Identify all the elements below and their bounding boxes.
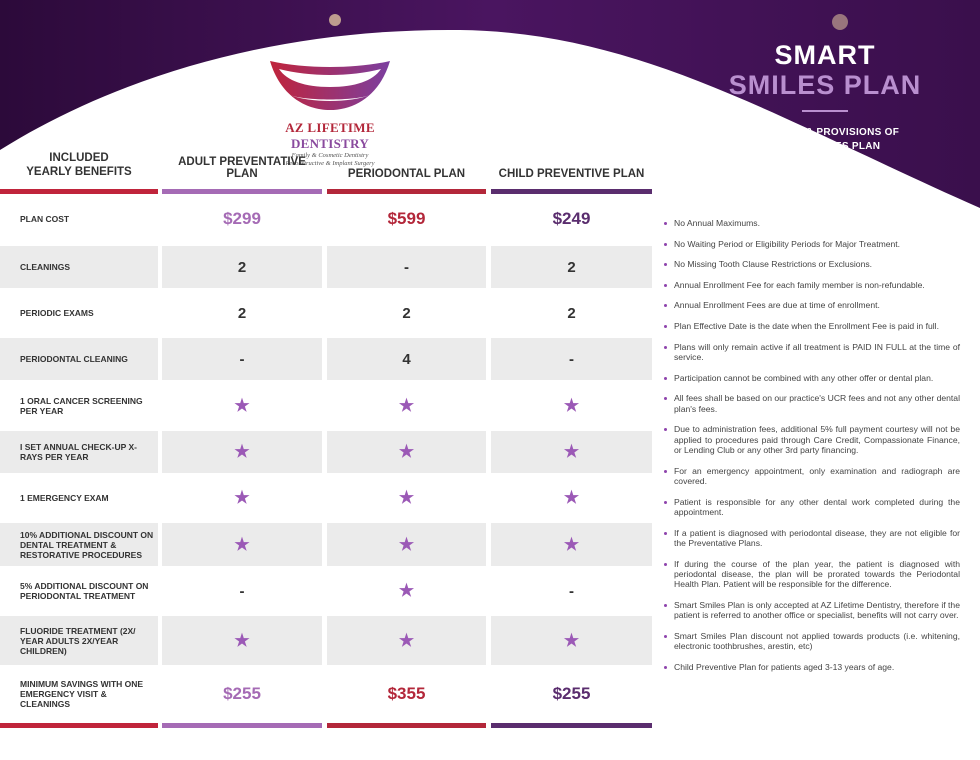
- provision-item: No Missing Tooth Clause Restrictions or Exclusions.: [664, 259, 960, 269]
- star-icon: ★: [398, 395, 415, 415]
- row-label: 5% ADDITIONAL DISCOUNT ON PERIODONTAL TREATMENT: [20, 581, 149, 601]
- hero-subtitle-line2: SMART SMILES PLAN: [769, 141, 881, 152]
- logo-name-part2: DENTISTRY: [290, 136, 370, 151]
- star-icon: ★: [563, 395, 580, 415]
- provision-item: If a patient is diagnosed with periodontal disease, they are not eligible for the Preventative Plans.: [664, 528, 960, 549]
- value-child: -: [569, 582, 574, 600]
- header-bar-benefits: [0, 189, 158, 194]
- price-child: $255: [552, 683, 591, 703]
- row-label: 10% ADDITIONAL DISCOUNT ON DENTAL TREATMENT & RESTORATIVE PROCEDURES: [0, 523, 158, 566]
- table-row: [0, 616, 652, 665]
- value-periodontal: 4: [327, 338, 486, 380]
- row-label: PERIODONTAL CLEANING: [0, 338, 158, 380]
- logo-name-part1: AZ LIFETIME: [285, 120, 375, 135]
- value-periodontal: 2: [402, 304, 411, 322]
- footer-bar-periodontal: [327, 723, 486, 728]
- logo-subtitle-1: Family & Cosmetic Dentistry: [291, 152, 369, 159]
- star-icon: ★: [398, 488, 415, 507]
- table-row: [0, 523, 652, 566]
- footer-bar-child: [491, 723, 652, 728]
- star-icon: ★: [491, 431, 652, 473]
- value-adult: -: [239, 582, 245, 600]
- header-bar-child: [491, 189, 652, 194]
- provision-item: Annual Enrollment Fees are due at time of enrollment.: [664, 300, 960, 310]
- provision-item: For an emergency appointment, only examination and radiograph are covered.: [664, 466, 960, 487]
- table-row: [0, 431, 652, 473]
- footer-bar-adult: [162, 723, 322, 728]
- provision-item: No Annual Maximums.: [664, 218, 960, 228]
- row-label: MINIMUM SAVINGS WITH ONE EMERGENCY VISIT & CLEANINGS: [20, 678, 144, 709]
- logo-name: [250, 120, 410, 152]
- logo-subtitle-2: Reconstructive & Implant Surgery: [285, 160, 375, 167]
- header-benefits: [0, 150, 158, 180]
- table-row: [0, 246, 652, 288]
- provision-item: All fees shall be based on our practice's UCR fees and not any other dental plan's fees.: [664, 393, 960, 414]
- star-icon: ★: [327, 431, 486, 473]
- table-row: [0, 338, 652, 380]
- provision-item: Due to administration fees, additional 5% full payment courtesy will not be applied to procedures paid through Care Credit, Compassionate Finance, or Lending Club or any other 3rd party financing.: [664, 424, 960, 455]
- star-icon: ★: [327, 616, 486, 665]
- row-label: 1 EMERGENCY EXAM: [20, 493, 109, 503]
- price-adult: $255: [223, 683, 261, 703]
- footer-bar-benefits: [0, 723, 158, 728]
- provision-item: Participation cannot be combined with any other offer or dental plan.: [664, 373, 960, 383]
- star-icon: ★: [162, 523, 322, 566]
- row-label: PLAN COST: [20, 214, 70, 224]
- star-icon: ★: [398, 581, 415, 600]
- value-periodontal: -: [327, 246, 486, 288]
- star-icon: ★: [491, 523, 652, 566]
- hero-subtitle-line1: BENEFITS & PROVISIONS OF: [750, 127, 900, 138]
- row-label: PERIODIC EXAMS: [20, 308, 94, 318]
- value-child: 2: [567, 304, 576, 322]
- hero: [700, 40, 950, 154]
- header-child-plan: CHILD PREVENTIVE PLAN: [498, 168, 645, 180]
- star-icon: ★: [563, 488, 580, 507]
- table-row: [0, 477, 652, 519]
- price-periodontal: $599: [387, 209, 426, 228]
- provision-item: If during the course of the plan year, the patient is diagnosed with periodontal disease, the plan will be prorated towards the Periodontal Health Plan. Patient will be responsible for the difference.: [664, 559, 960, 590]
- star-icon: ★: [327, 523, 486, 566]
- smile-icon: [265, 55, 395, 113]
- provision-item: Annual Enrollment Fee for each family member is non-refundable.: [664, 280, 960, 290]
- table-row: [0, 570, 652, 612]
- star-icon: ★: [491, 616, 652, 665]
- star-icon: ★: [234, 395, 250, 415]
- row-label: CLEANINGS: [0, 246, 158, 288]
- provision-item: Smart Smiles Plan is only accepted at AZ Lifetime Dentistry, therefore if the patient is referred to another office or specialist, benefits will not carry over.: [664, 600, 960, 621]
- header-benefits-line1: INCLUDED: [49, 152, 109, 164]
- star-icon: ★: [162, 616, 322, 665]
- row-label: I SET ANNUAL CHECK-UP X-RAYS PER YEAR: [0, 431, 158, 473]
- provision-item: No Waiting Period or Eligibility Periods for Major Treatment.: [664, 239, 960, 249]
- provision-item: Patient is responsible for any other dental work completed during the appointment.: [664, 497, 960, 518]
- hero-divider: [802, 110, 848, 112]
- header-periodontal-plan: PERIODONTAL PLAN: [347, 168, 466, 180]
- row-label: FLUORIDE TREATMENT (2X/ YEAR ADULTS 2X/YEAR CHILDREN): [0, 616, 158, 665]
- provisions-list: [664, 218, 960, 683]
- star-icon: ★: [162, 431, 322, 473]
- hero-title-line1: SMART: [774, 40, 876, 70]
- header-benefits-line2: YEARLY BENEFITS: [26, 166, 132, 178]
- provision-item: Smart Smiles Plan discount not applied towards products (i.e. whitening, electronic toothbrushes, arestin, etc): [664, 631, 960, 652]
- value-adult: 2: [237, 304, 247, 322]
- price-periodontal: $355: [387, 683, 426, 703]
- header-adult-plan: ADULT PREVENTATIVE PLAN: [178, 156, 306, 180]
- table-row: [0, 198, 652, 240]
- value-adult: -: [162, 338, 322, 380]
- provision-item: Plans will only remain active if all treatment is PAID IN FULL at the time of service.: [664, 342, 960, 363]
- header-bar-periodontal: [327, 189, 486, 194]
- price-child: $249: [552, 209, 591, 228]
- table-row: [0, 669, 652, 718]
- provision-item: Plan Effective Date is the date when the Enrollment Fee is paid in full.: [664, 321, 960, 331]
- hero-title-line2: SMILES PLAN: [728, 70, 922, 100]
- header-bar-adult: [162, 189, 322, 194]
- value-adult: 2: [162, 246, 322, 288]
- price-adult: $299: [223, 209, 261, 228]
- value-child: 2: [491, 246, 652, 288]
- table-row: [0, 384, 652, 427]
- table-row: [0, 292, 652, 334]
- row-label: 1 ORAL CANCER SCREENING PER YEAR: [20, 395, 143, 416]
- value-child: -: [491, 338, 652, 380]
- star-icon: ★: [234, 488, 250, 507]
- provision-item: Child Preventive Plan for patients aged 3-13 years of age.: [664, 662, 960, 672]
